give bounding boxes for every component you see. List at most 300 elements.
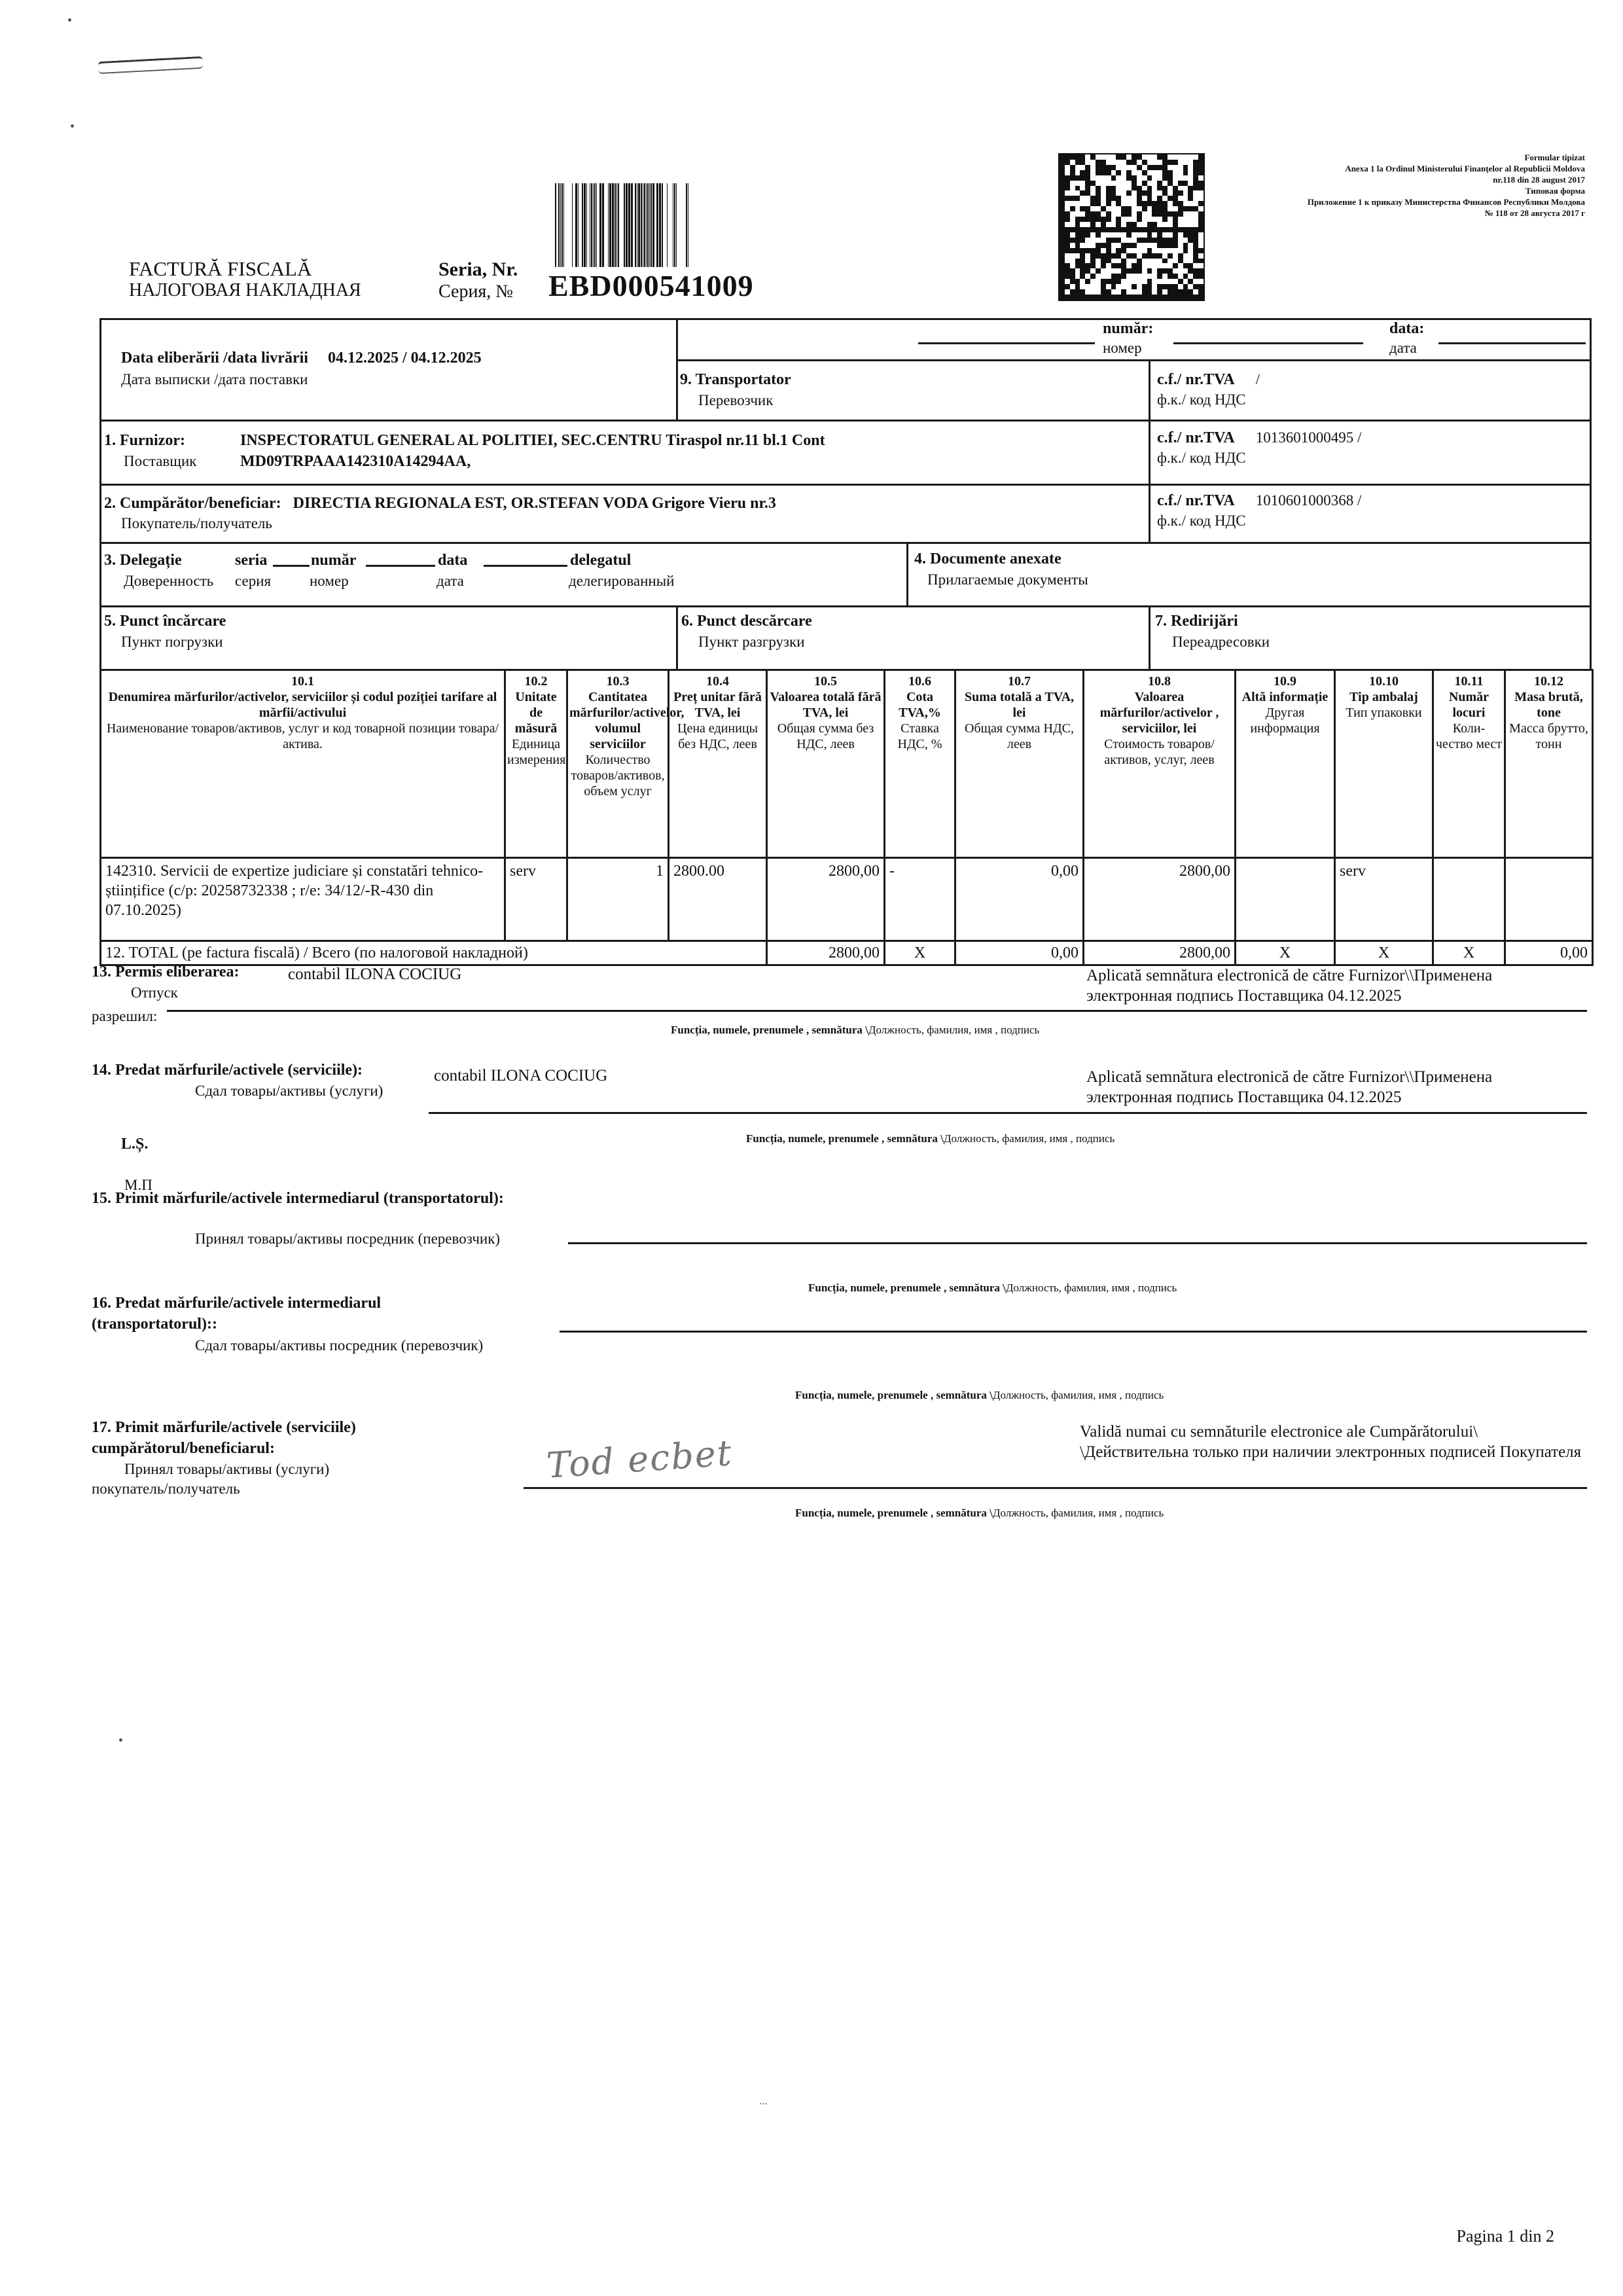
qr-module <box>1168 190 1173 196</box>
qr-module <box>1060 243 1065 248</box>
qr-module <box>1193 211 1198 217</box>
qr-module <box>1121 190 1126 196</box>
total-row <box>101 941 1593 965</box>
qr-module <box>1198 154 1204 160</box>
qr-module <box>1060 263 1065 268</box>
release-permitted-signature-line[interactable] <box>167 1010 1587 1012</box>
qr-module <box>1116 217 1121 222</box>
qr-module <box>1106 253 1111 259</box>
qr-module <box>1075 211 1080 217</box>
qr-module <box>1070 248 1075 253</box>
qr-module <box>1070 201 1075 206</box>
qr-module <box>1162 154 1168 160</box>
formular-line: Anexa 1 la Ordinul Ministerului Finanțelor al Republicii Moldova <box>1345 164 1585 173</box>
barcode-bar <box>662 183 663 267</box>
qr-module <box>1106 211 1111 217</box>
qr-module <box>1121 206 1126 211</box>
qr-module <box>1178 243 1183 248</box>
qr-module <box>1132 259 1137 264</box>
buyer-label-ru: Покупатель/получатель <box>121 515 272 531</box>
delegation-date-label-ru: дата <box>437 573 464 589</box>
qr-module <box>1193 206 1198 211</box>
intermediary-handed-signature-line[interactable] <box>560 1331 1587 1333</box>
qr-module <box>1111 196 1116 201</box>
qr-module <box>1070 253 1075 259</box>
qr-module <box>1188 253 1193 259</box>
qr-module <box>1137 160 1142 165</box>
qr-module <box>1085 259 1090 264</box>
qr-module <box>1173 274 1178 279</box>
qr-module <box>1183 284 1188 289</box>
item-name: 142310. Servicii de expertize judiciare și constatări tehnico-științifice (c/p: 20258732338 ; r/e: 34/12/-R-430 din 07.10.2025) <box>101 858 505 941</box>
qr-module <box>1090 190 1096 196</box>
qr-module <box>1152 227 1157 232</box>
qr-module <box>1162 243 1168 248</box>
qr-module <box>1126 248 1132 253</box>
qr-module <box>1090 295 1096 300</box>
qr-module <box>1132 289 1137 295</box>
qr-module <box>1162 186 1168 191</box>
qr-module <box>1070 190 1075 196</box>
transporter-fiscal-code <box>1157 371 1260 408</box>
qr-module <box>1183 232 1188 238</box>
qr-module <box>1157 253 1162 259</box>
qr-module <box>1121 232 1126 238</box>
delegation-block <box>104 552 632 569</box>
qr-module <box>1121 289 1126 295</box>
qr-module <box>1132 154 1137 160</box>
qr-module <box>1147 232 1152 238</box>
qr-module <box>1126 253 1132 259</box>
qr-module <box>1152 165 1157 170</box>
qr-module <box>1152 232 1157 238</box>
reference-blank <box>918 342 1095 344</box>
barcode-bar <box>558 183 560 267</box>
qr-module <box>1132 186 1137 191</box>
qr-module <box>1096 181 1101 186</box>
item-mass <box>1505 858 1593 941</box>
qr-module <box>1126 222 1132 227</box>
qr-module <box>1090 170 1096 175</box>
barcode-bar <box>647 183 649 267</box>
qr-module <box>1198 222 1204 227</box>
qr-module <box>1162 253 1168 259</box>
qr-module <box>1096 196 1101 201</box>
column-header: 10.8 Valoarea mărfurilor/activelor , serviciilor, lei Стоимость товаров/активов, услуг, леев <box>1084 670 1236 858</box>
qr-module <box>1183 238 1188 243</box>
item-vat-rate: - <box>885 858 955 941</box>
qr-module <box>1090 217 1096 222</box>
qr-module <box>1168 196 1173 201</box>
qr-module <box>1168 211 1173 217</box>
qr-module <box>1188 154 1193 160</box>
qr-module <box>1162 190 1168 196</box>
fiscal-code-label: c.f./ nr.TVA <box>1157 492 1235 509</box>
qr-module <box>1188 268 1193 274</box>
qr-module <box>1101 170 1106 175</box>
qr-module <box>1173 222 1178 227</box>
qr-module <box>1173 232 1178 238</box>
qr-module <box>1132 295 1137 300</box>
qr-module <box>1075 232 1080 238</box>
handed-over-signature-line[interactable] <box>429 1112 1587 1114</box>
qr-module <box>1193 243 1198 248</box>
logistics-row <box>99 605 1592 669</box>
buyer-received-label-2: cumpărătorul/beneficiarul: <box>92 1440 275 1457</box>
page-number: Pagina 1 din 2 <box>1456 2227 1554 2246</box>
qr-module <box>1193 165 1198 170</box>
formular-line: Приложение 1 к приказу Министерства Финансов Республики Молдова <box>1307 197 1585 207</box>
qr-module <box>1106 279 1111 284</box>
qr-module <box>1168 206 1173 211</box>
qr-module <box>1178 211 1183 217</box>
qr-module <box>1178 217 1183 222</box>
qr-module <box>1106 227 1111 232</box>
qr-module <box>1060 232 1065 238</box>
qr-module <box>1096 186 1101 191</box>
qr-module <box>1075 279 1080 284</box>
buyer-received-signature-line[interactable] <box>524 1487 1587 1489</box>
qr-module <box>1183 196 1188 201</box>
qr-module <box>1168 186 1173 191</box>
qr-module <box>1060 154 1065 160</box>
qr-module <box>1111 190 1116 196</box>
qr-module <box>1183 268 1188 274</box>
qr-module <box>1168 227 1173 232</box>
qr-module <box>1090 186 1096 191</box>
qr-module <box>1075 263 1080 268</box>
qr-module <box>1147 206 1152 211</box>
qr-module <box>1085 170 1090 175</box>
qr-module <box>1085 160 1090 165</box>
qr-module <box>1188 243 1193 248</box>
qr-module <box>1152 263 1157 268</box>
barcode-bar <box>644 183 645 267</box>
qr-module <box>1111 186 1116 191</box>
qr-module <box>1075 259 1080 264</box>
document-title: FACTURĂ FISCALĂ <box>129 257 312 280</box>
qr-module <box>1096 170 1101 175</box>
delegation-series-label-ru: серия <box>235 573 272 589</box>
qr-module <box>1060 181 1065 186</box>
qr-module <box>1065 196 1070 201</box>
qr-module <box>1142 190 1147 196</box>
qr-module <box>1157 274 1162 279</box>
qr-module <box>1085 284 1090 289</box>
qr-module <box>1085 217 1090 222</box>
qr-module <box>1121 259 1126 264</box>
qr-module <box>1060 268 1065 274</box>
qr-module <box>1101 268 1106 274</box>
qr-module <box>1075 170 1080 175</box>
qr-module <box>1178 268 1183 274</box>
qr-module <box>1132 253 1137 259</box>
qr-module <box>1106 181 1111 186</box>
qr-module <box>1168 284 1173 289</box>
qr-module <box>1090 175 1096 181</box>
qr-module <box>1085 190 1090 196</box>
barcode-bar <box>593 183 594 267</box>
qr-module <box>1178 263 1183 268</box>
qr-module <box>1085 165 1090 170</box>
qr-module <box>1106 268 1111 274</box>
qr-module <box>1188 232 1193 238</box>
qr-module <box>1060 279 1065 284</box>
qr-module <box>1183 170 1188 175</box>
qr-module <box>1173 284 1178 289</box>
intermediary-handed-label: 16. Predat mărfurile/activele intermediarul <box>92 1295 382 1312</box>
qr-module <box>1168 181 1173 186</box>
qr-module <box>1193 284 1198 289</box>
qr-module <box>1075 186 1080 191</box>
qr-module <box>1106 274 1111 279</box>
qr-module <box>1152 186 1157 191</box>
qr-module <box>1178 253 1183 259</box>
qr-module <box>1157 154 1162 160</box>
qr-module <box>1173 253 1178 259</box>
goods-table <box>99 669 1594 966</box>
qr-module <box>1198 232 1204 238</box>
qr-module <box>1106 165 1111 170</box>
barcode-bar <box>673 183 674 267</box>
qr-module <box>1188 284 1193 289</box>
qr-module <box>1178 201 1183 206</box>
qr-module <box>1162 181 1168 186</box>
qr-module <box>1126 160 1132 165</box>
qr-module <box>1096 222 1101 227</box>
delegation-date-field[interactable] <box>484 565 567 567</box>
qr-module <box>1090 201 1096 206</box>
qr-module <box>1060 274 1065 279</box>
qr-module <box>1060 165 1065 170</box>
qr-module <box>1101 227 1106 232</box>
qr-module <box>1126 284 1132 289</box>
intermediary-handed-label-2: (transportatorul):: <box>92 1316 217 1333</box>
qr-module <box>1075 190 1080 196</box>
barcode-bar <box>586 183 588 267</box>
qr-module <box>1126 263 1132 268</box>
qr-module <box>1157 227 1162 232</box>
qr-module <box>1152 175 1157 181</box>
qr-module <box>1075 284 1080 289</box>
qr-module <box>1070 243 1075 248</box>
qr-module <box>1085 227 1090 232</box>
delegate-label-ru: делегированный <box>569 573 675 589</box>
qr-module <box>1188 160 1193 165</box>
qr-module <box>1147 279 1152 284</box>
qr-module <box>1106 217 1111 222</box>
qr-module <box>1193 289 1198 295</box>
qr-module <box>1060 190 1065 196</box>
fiscal-code-value: / <box>1255 371 1260 387</box>
qr-module <box>1096 232 1101 238</box>
qr-module <box>1065 222 1070 227</box>
qr-module <box>1085 232 1090 238</box>
qr-module <box>1106 222 1111 227</box>
column-header: 10.4 Preț unitar fără TVA, lei Цена единицы без НДС, леев <box>669 670 767 858</box>
qr-module <box>1106 190 1111 196</box>
qr-module <box>1096 268 1101 274</box>
qr-module <box>1106 289 1111 295</box>
qr-module <box>1085 279 1090 284</box>
qr-module <box>1168 268 1173 274</box>
qr-module <box>1162 175 1168 181</box>
qr-module <box>1168 274 1173 279</box>
qr-module <box>1178 279 1183 284</box>
qr-module <box>1178 154 1183 160</box>
barcode-bar <box>591 183 592 267</box>
column-header: 10.12 Masa brută, tone Масса брутто, тонн <box>1505 670 1593 858</box>
qr-module <box>1060 211 1065 217</box>
qr-module <box>1126 232 1132 238</box>
delegation-block-ru <box>124 573 675 590</box>
qr-module <box>1183 253 1188 259</box>
loading-point-label-ru: Пункт погрузки <box>121 634 223 650</box>
qr-module <box>1075 289 1080 295</box>
delegation-number-field[interactable] <box>366 565 435 567</box>
qr-module <box>1198 160 1204 165</box>
qr-module <box>1101 295 1106 300</box>
qr-module <box>1126 190 1132 196</box>
qr-module <box>1116 211 1121 217</box>
invoice-number: EBD000541009 <box>548 269 754 302</box>
qr-module <box>1090 284 1096 289</box>
qr-module <box>1070 196 1075 201</box>
qr-module <box>1096 160 1101 165</box>
qr-module <box>1137 243 1142 248</box>
barcode-bar <box>599 183 601 267</box>
reference-number-label-ru: номер <box>1103 340 1142 356</box>
qr-module <box>1178 170 1183 175</box>
qr-module <box>1126 186 1132 191</box>
qr-module <box>1188 274 1193 279</box>
qr-module <box>1075 165 1080 170</box>
qr-module <box>1147 289 1152 295</box>
table-row <box>101 858 1593 941</box>
barcode-bar <box>555 183 556 267</box>
qr-module <box>1111 243 1116 248</box>
qr-module <box>1090 211 1096 217</box>
qr-module <box>1126 211 1132 217</box>
qr-module <box>1085 181 1090 186</box>
qr-module <box>1157 201 1162 206</box>
buyer-row <box>99 484 1592 542</box>
qr-module <box>1090 165 1096 170</box>
qr-module <box>1096 238 1101 243</box>
qr-module <box>1080 170 1085 175</box>
qr-module <box>1096 279 1101 284</box>
release-permitted-name: contabil ILONA COCIUG <box>288 965 462 983</box>
qr-module <box>1193 295 1198 300</box>
qr-module <box>1121 165 1126 170</box>
qr-module <box>1173 201 1178 206</box>
qr-module <box>1101 263 1106 268</box>
supplier-name-address: INSPECTORATUL GENERAL AL POLITIEI, SEC.CENTRU Tiraspol nr.11 bl.1 Cont <box>240 432 825 449</box>
qr-module <box>1096 165 1101 170</box>
barcode-bar <box>615 183 616 267</box>
qr-module <box>1157 268 1162 274</box>
qr-module <box>1137 170 1142 175</box>
intermediary-received-signature-line[interactable] <box>568 1242 1587 1244</box>
qr-module <box>1070 279 1075 284</box>
qr-module <box>1198 206 1204 211</box>
column-header: 10.10 Tip ambalaj Тип упаковки <box>1335 670 1433 858</box>
qr-module <box>1065 227 1070 232</box>
qr-module <box>1188 248 1193 253</box>
qr-module <box>1080 238 1085 243</box>
buyer-name-address: DIRECTIA REGIONALA EST, OR.STEFAN VODA Grigore Vieru nr.3 <box>293 495 776 512</box>
qr-module <box>1162 268 1168 274</box>
delegation-series-field[interactable] <box>273 565 310 567</box>
barcode-bar <box>676 183 677 267</box>
qr-module <box>1152 160 1157 165</box>
qr-module <box>1096 263 1101 268</box>
fiscal-code-value: 1010601000368 / <box>1255 492 1362 509</box>
qr-module <box>1096 295 1101 300</box>
qr-module <box>1080 154 1085 160</box>
qr-module <box>1137 181 1142 186</box>
reference-number-field[interactable] <box>1173 342 1363 344</box>
barcode-bar <box>637 183 638 267</box>
qr-module <box>1126 175 1132 181</box>
qr-module <box>1137 295 1142 300</box>
qr-module <box>1183 175 1188 181</box>
delegation-row <box>99 542 1592 605</box>
qr-module <box>1121 175 1126 181</box>
buyer-label: 2. Cumpărător/beneficiar: <box>104 495 281 512</box>
qr-module <box>1142 201 1147 206</box>
qr-module <box>1168 222 1173 227</box>
reference-date-field[interactable] <box>1438 342 1586 344</box>
qr-module <box>1137 196 1142 201</box>
formular-line: nr.118 din 28 august 2017 <box>1493 175 1585 185</box>
qr-module <box>1075 154 1080 160</box>
qr-module <box>1147 181 1152 186</box>
qr-module <box>1152 259 1157 264</box>
qr-module <box>1173 295 1178 300</box>
qr-module <box>1193 279 1198 284</box>
qr-module <box>1085 274 1090 279</box>
qr-module <box>1075 268 1080 274</box>
qr-module <box>1178 248 1183 253</box>
qr-module <box>1116 279 1121 284</box>
qr-module <box>1065 186 1070 191</box>
qr-module <box>1132 181 1137 186</box>
fiscal-code-label-ru: ф.к./ код НДС <box>1157 391 1246 408</box>
qr-module <box>1121 243 1126 248</box>
qr-module <box>1111 263 1116 268</box>
qr-module <box>1157 217 1162 222</box>
qr-module <box>1096 206 1101 211</box>
buyer-received-label-ru-2: покупатель/получатель <box>92 1480 240 1497</box>
delegation-date-label: data <box>438 552 468 569</box>
qr-module <box>1198 196 1204 201</box>
qr-module <box>1111 238 1116 243</box>
qr-module <box>1168 165 1173 170</box>
qr-module <box>1111 295 1116 300</box>
qr-module <box>1183 289 1188 295</box>
barcode-bar <box>572 183 573 267</box>
qr-module <box>1198 211 1204 217</box>
qr-module <box>1157 206 1162 211</box>
qr-module <box>1162 284 1168 289</box>
qr-module <box>1085 154 1090 160</box>
qr-module <box>1193 175 1198 181</box>
qr-module <box>1116 259 1121 264</box>
qr-module <box>1096 227 1101 232</box>
item-unit: serv <box>505 858 567 941</box>
handed-over-e-signature-note: Aplicată semnătura electronică de către Furnizor\\Применена электронная подпись Поставщика 04.12.2025 <box>1086 1068 1493 1106</box>
